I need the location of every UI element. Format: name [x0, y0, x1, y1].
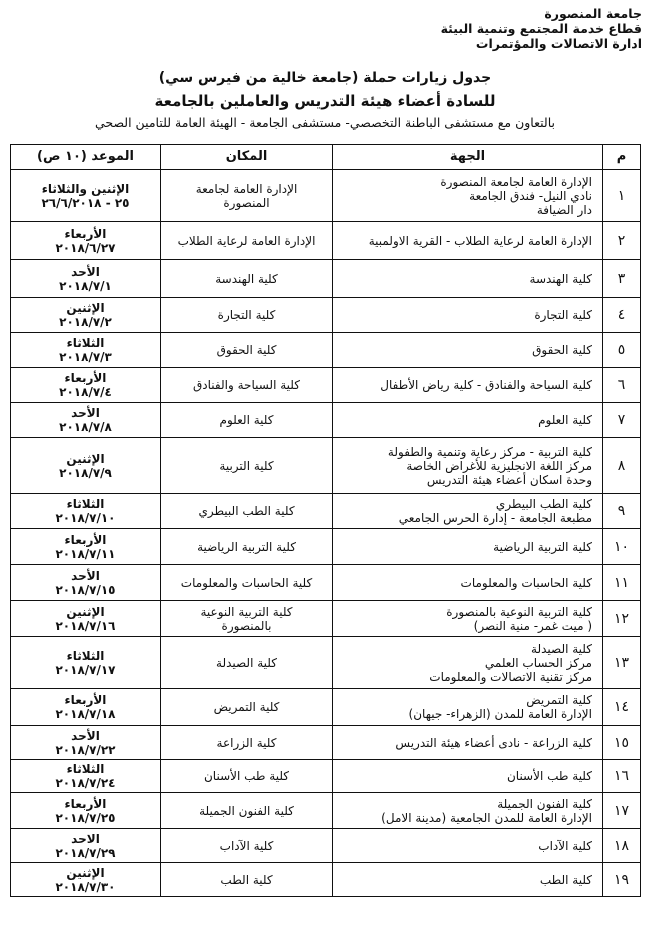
- place-line: كلية الآداب: [219, 838, 274, 853]
- row-number: ١٨: [603, 829, 641, 863]
- table-row: [11, 170, 641, 222]
- visit-day: الأحد: [71, 728, 100, 743]
- table-row: [11, 222, 641, 260]
- table-row: [11, 829, 641, 863]
- table-row: [11, 368, 641, 403]
- document-subtitle: للسادة أعضاء هيئة التدريس والعاملين بالجامعة: [154, 92, 496, 110]
- place-line: كلية التمريض: [213, 700, 280, 714]
- date-cell: [11, 637, 161, 689]
- place-line: الإدارة العامة لرعاية الطلاب: [177, 233, 316, 248]
- visit-date: ٢٠١٨/٧/٤: [59, 385, 112, 399]
- visit-day: الأحد: [71, 568, 100, 583]
- entity-cell: [333, 170, 603, 222]
- entity-line: كلية الطب: [539, 872, 592, 887]
- place-cell: [161, 601, 333, 637]
- visit-day: الإثنين: [66, 301, 105, 315]
- place-cell: [161, 438, 333, 494]
- visit-date: ٢٠١٨/٧/٩: [59, 465, 112, 480]
- entity-cell: [333, 494, 603, 529]
- date-cell: [11, 298, 161, 333]
- entity-cell: [333, 565, 603, 601]
- visit-date: ٢٠١٨/٧/٢٤: [55, 776, 116, 790]
- place-cell: [161, 863, 333, 897]
- table-body: [11, 170, 641, 897]
- entity-line: كلية الهندسة: [529, 271, 592, 286]
- row-number: ١٤: [603, 689, 641, 726]
- visit-day: الإثنين: [66, 604, 105, 619]
- entity-line: ( ميت غمر- منية النصر): [473, 618, 592, 633]
- entity-cell: [333, 863, 603, 897]
- visit-date: ٢٠١٨/٧/٢٢: [55, 742, 116, 757]
- place-cell: [161, 403, 333, 438]
- place-cell: [161, 368, 333, 403]
- date-cell: [11, 689, 161, 726]
- schedule-table: [10, 144, 641, 897]
- row-number: ٣: [603, 260, 641, 298]
- entity-cell: [333, 298, 603, 333]
- date-cell: [11, 829, 161, 863]
- entity-cell: [333, 222, 603, 260]
- date-cell: [11, 222, 161, 260]
- entity-line: كلية طب الأسنان: [506, 769, 592, 783]
- entity-line: كلية الزراعة - نادى أعضاء هيئة التدريس: [395, 735, 592, 750]
- place-cell: [161, 637, 333, 689]
- entity-cell: [333, 793, 603, 829]
- entity-cell: [333, 529, 603, 565]
- organization-header: [441, 6, 642, 51]
- table-row: [11, 529, 641, 565]
- visit-day: الثلاثاء: [66, 648, 105, 663]
- visit-date: ٢٠١٨/٦/٢٧: [55, 240, 116, 255]
- visit-day: الثلاثاء: [66, 497, 105, 511]
- place-line: كلية الحقوق: [216, 343, 277, 357]
- place-cell: [161, 760, 333, 793]
- visit-date: ٢٠١٨/٧/٢٥: [55, 810, 116, 825]
- visit-day: الاحد: [71, 831, 100, 846]
- header-date: الموعد (١٠ ص): [11, 145, 161, 170]
- table-row: [11, 260, 641, 298]
- place-line: المنصورة: [223, 195, 270, 210]
- place-line: كلية طب الأسنان: [203, 769, 290, 783]
- visit-date: ٢٠١٨/٧/١٥: [55, 582, 116, 597]
- entity-cell: [333, 637, 603, 689]
- table-row: [11, 494, 641, 529]
- row-number: ٢: [603, 222, 641, 260]
- visit-day: الأربعاء: [64, 796, 107, 811]
- entity-line: وحدة اسكان أعضاء هيئة التدريس: [426, 472, 592, 487]
- place-line: كلية الفنون الجميلة: [199, 803, 294, 818]
- visit-date: ٢٠١٨/٧/١٠: [55, 511, 116, 525]
- entity-line: كلية التربية النوعية بالمنصورة: [446, 604, 592, 619]
- place-line: كلية العلوم: [219, 413, 274, 427]
- visit-day: الأحد: [71, 406, 100, 420]
- table-row: [11, 863, 641, 897]
- row-number: ١٥: [603, 726, 641, 760]
- visit-date: ٢٠١٨/٧/١١: [55, 546, 116, 561]
- header-entity: الجهة: [333, 145, 603, 170]
- table-row: [11, 760, 641, 793]
- place-line: كلية الهندسة: [215, 271, 278, 286]
- visit-date: ٢٠١٨/٧/١: [59, 278, 112, 293]
- visit-date: ٢٠١٨/٧/١٦: [55, 618, 116, 633]
- visit-day: الأربعاء: [64, 226, 107, 241]
- visit-day: الأربعاء: [64, 532, 107, 547]
- visit-date: ٢٥ - ٢٦/٦/٢٠١٨: [41, 195, 130, 210]
- place-cell: [161, 298, 333, 333]
- visit-day: الأربعاء: [64, 693, 107, 707]
- place-line: كلية الصيدلة: [216, 655, 277, 670]
- entity-line: الإدارة العامة للمدن (الزهراء- جيهان): [408, 707, 592, 721]
- table-row: [11, 726, 641, 760]
- entity-cell: [333, 760, 603, 793]
- table-row: [11, 637, 641, 689]
- entity-line: كلية السياحة والفنادق - كلية رياض الأطفال: [380, 378, 592, 392]
- department-name: ادارة الاتصالات والمؤتمرات: [475, 36, 642, 51]
- entity-line: مطبعة الجامعة - إدارة الحرس الجامعي: [398, 511, 592, 525]
- table-row: [11, 601, 641, 637]
- entity-line: كلية الفنون الجميلة: [497, 796, 592, 811]
- date-cell: [11, 333, 161, 368]
- date-cell: [11, 793, 161, 829]
- visit-day: الأحد: [71, 264, 100, 279]
- date-cell: [11, 368, 161, 403]
- entity-cell: [333, 368, 603, 403]
- entity-cell: [333, 726, 603, 760]
- row-number: ٦: [603, 368, 641, 403]
- visit-day: الثلاثاء: [66, 762, 105, 776]
- place-cell: [161, 726, 333, 760]
- place-cell: [161, 333, 333, 368]
- visit-date: ٢٠١٨/٧/٢٩: [55, 845, 116, 860]
- entity-line: كلية الصيدلة: [531, 641, 592, 656]
- row-number: ١٢: [603, 601, 641, 637]
- table-row: [11, 438, 641, 494]
- place-line: كلية التربية الرياضية: [197, 539, 296, 554]
- entity-cell: [333, 333, 603, 368]
- place-line: بالمنصورة: [221, 618, 272, 633]
- place-cell: [161, 793, 333, 829]
- visit-day: الإثنين: [66, 451, 105, 466]
- row-number: ١: [603, 170, 641, 222]
- place-line: كلية الطب: [220, 872, 273, 887]
- entity-line: نادي النيل- فندق الجامعة: [469, 188, 592, 203]
- date-cell: [11, 863, 161, 897]
- date-cell: [11, 438, 161, 494]
- visit-date: ٢٠١٨/٧/٣: [59, 350, 112, 364]
- place-cell: [161, 494, 333, 529]
- date-cell: [11, 494, 161, 529]
- entity-line: دار الضيافة: [536, 202, 592, 217]
- table-row: [11, 565, 641, 601]
- visit-day: الإثنين والثلاثاء: [41, 181, 130, 196]
- entity-line: كلية الحقوق: [532, 343, 592, 357]
- row-number: ٧: [603, 403, 641, 438]
- entity-line: كلية التجارة: [534, 308, 592, 322]
- cooperation-line: بالتعاون مع مستشفى الباطنة التخصصي- مستشفى الجامعة - الهيئة العامة للتامين الصحي: [94, 115, 556, 130]
- date-cell: [11, 403, 161, 438]
- sector-name: قطاع خدمة المجتمع وتنمية البيئة: [440, 21, 642, 36]
- place-line: الإدارة العامة لجامعة: [195, 181, 298, 196]
- entity-cell: [333, 601, 603, 637]
- entity-cell: [333, 829, 603, 863]
- place-line: كلية التربية: [219, 458, 274, 473]
- row-number: ١٩: [603, 863, 641, 897]
- row-number: ١١: [603, 565, 641, 601]
- entity-line: كلية الطب البيطري: [495, 497, 592, 511]
- place-cell: [161, 565, 333, 601]
- date-cell: [11, 726, 161, 760]
- place-line: كلية الطب البيطري: [198, 504, 295, 518]
- visit-day: الأربعاء: [64, 371, 107, 385]
- visit-date: ٢٠١٨/٧/١٧: [55, 662, 116, 677]
- entity-line: كلية العلوم: [538, 413, 592, 427]
- row-number: ١٣: [603, 637, 641, 689]
- table-row: [11, 689, 641, 726]
- place-line: كلية السياحة والفنادق: [193, 378, 300, 392]
- table-row: [11, 298, 641, 333]
- visit-day: الإثنين: [66, 865, 105, 880]
- entity-line: الإدارة العامة للمدن الجامعية (مدينة الامل): [381, 810, 592, 825]
- table-row: [11, 403, 641, 438]
- visit-date: ٢٠١٨/٧/٢: [59, 315, 112, 329]
- table-row: [11, 333, 641, 368]
- place-line: كلية التجارة: [217, 308, 276, 322]
- row-number: ٩: [603, 494, 641, 529]
- entity-line: مركز تقنية الاتصالات والمعلومات: [429, 669, 592, 684]
- entity-line: كلية الآداب: [538, 838, 592, 853]
- document-title: جدول زيارات حملة (جامعة خالية من فيرس سي): [158, 70, 492, 86]
- place-line: كلية التربية النوعية: [200, 604, 293, 619]
- place-cell: [161, 689, 333, 726]
- entity-line: الإدارة العامة لجامعة المنصورة: [440, 174, 592, 189]
- table-row: [11, 793, 641, 829]
- entity-cell: [333, 689, 603, 726]
- visit-date: ٢٠١٨/٧/٣٠: [55, 879, 116, 894]
- row-number: ٨: [603, 438, 641, 494]
- date-cell: [11, 565, 161, 601]
- place-cell: [161, 222, 333, 260]
- place-cell: [161, 829, 333, 863]
- date-cell: [11, 170, 161, 222]
- row-number: ٥: [603, 333, 641, 368]
- place-cell: [161, 170, 333, 222]
- date-cell: [11, 601, 161, 637]
- date-cell: [11, 260, 161, 298]
- row-number: ١٠: [603, 529, 641, 565]
- date-cell: [11, 760, 161, 793]
- entity-line: كلية الحاسبات والمعلومات: [460, 575, 592, 590]
- entity-line: كلية التربية - مركز رعاية وتنمية والطفولة: [387, 444, 592, 459]
- entity-line: مركز اللغة الانجليزية للأغراض الخاصة: [406, 458, 592, 473]
- document-titles: [0, 68, 650, 132]
- visit-date: ٢٠١٨/٧/٨: [59, 420, 112, 434]
- visit-day: الثلاثاء: [66, 336, 105, 350]
- row-number: ١٦: [603, 760, 641, 793]
- row-number: ١٧: [603, 793, 641, 829]
- header-num: م: [603, 145, 641, 170]
- row-number: ٤: [603, 298, 641, 333]
- place-line: كلية الزراعة: [216, 735, 277, 750]
- entity-line: كلية التمريض: [526, 693, 592, 707]
- entity-line: الإدارة العامة لرعاية الطلاب - القرية الاولمبية: [368, 233, 592, 248]
- entity-cell: [333, 260, 603, 298]
- entity-cell: [333, 403, 603, 438]
- place-cell: [161, 260, 333, 298]
- date-cell: [11, 529, 161, 565]
- header-place: المكان: [161, 145, 333, 170]
- entity-line: كلية التربية الرياضية: [493, 539, 592, 554]
- table-header-row: [11, 145, 641, 170]
- visit-date: ٢٠١٨/٧/١٨: [55, 707, 116, 721]
- university-name: جامعة المنصورة: [544, 6, 642, 21]
- entity-cell: [333, 438, 603, 494]
- entity-line: مركز الحساب العلمي: [484, 655, 592, 670]
- place-cell: [161, 529, 333, 565]
- place-line: كلية الحاسبات والمعلومات: [180, 575, 313, 590]
